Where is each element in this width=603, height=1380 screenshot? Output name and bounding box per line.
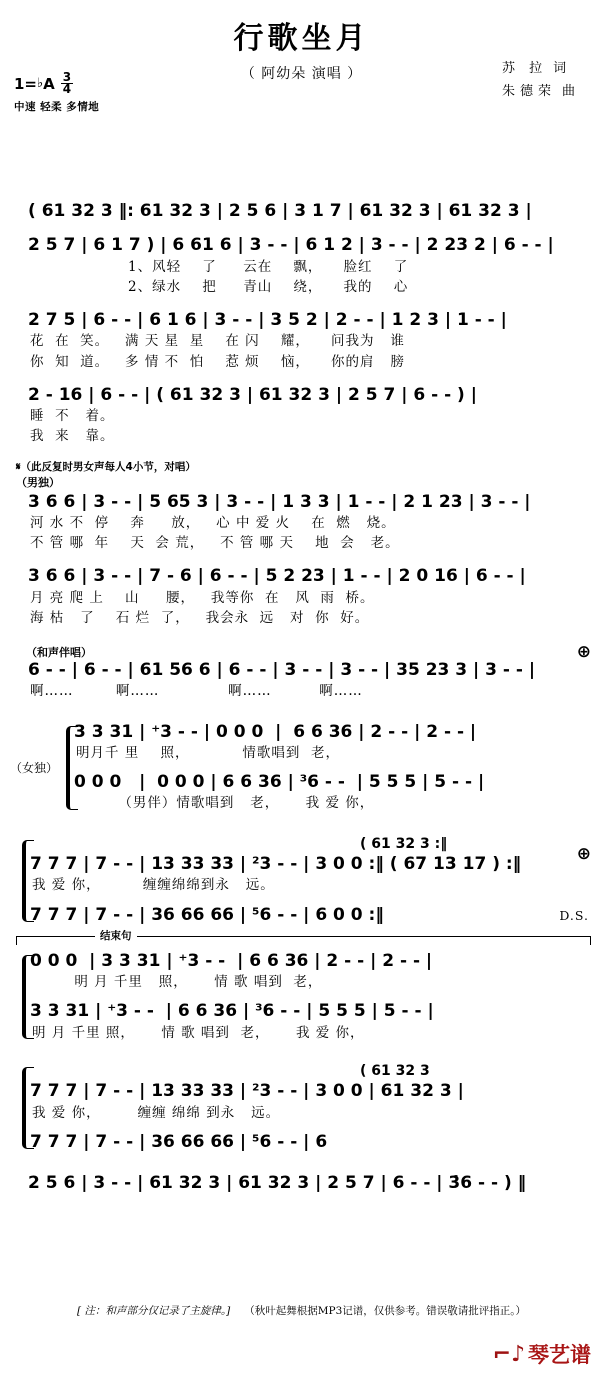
tempo-marking: 中速 轻柔 多情地 — [14, 100, 100, 113]
composer-role: 曲 — [561, 83, 575, 99]
composer-name: 朱德荣 — [501, 83, 556, 99]
lyric-duet3-lower: 明 月 千里 照， 情 歌 唱到 老， 我 爱 你， — [32, 1024, 365, 1041]
lyric-verse2-a: 2、绿水 把 青山 绕， 我的 心 — [128, 278, 409, 295]
note-line-intro-4: 2 - 16 | 6 - - | ( 61 32 3 | 61 32 3 | 2 5 7 | 6 - - ) | — [28, 384, 477, 405]
page-title: 行歌坐月 — [233, 21, 370, 56]
note-line-intro-3: 2 7 5 | 6 - - | 6 1 6 | 3 - - | 3 5 2 | 2 - - | 1 2 3 | 1 - - | — [28, 310, 507, 330]
system-male-solo — [0, 492, 603, 629]
repeat-overlay-duet4: ( 61 32 3 — [360, 1062, 430, 1079]
note-line-duet4-upper: 7 7 7 | 7 - - | 13 33 33 | ²3 - - | 3 0 0 | 61 32 3 | — [30, 1081, 464, 1102]
note-line-intro-2: 2 5 7 | 6 1 7 ) | 6 61 6 | 3 - - | 6 1 2 | 3 - - | 2 23 2 | 6 - - | — [28, 235, 554, 256]
ds-al-segno-mark: D.S. — [559, 907, 589, 923]
lyric-verse1-b: 花 在 笑。 满 天 星 星 在 闪 耀， 问我为 谁 — [30, 333, 405, 350]
system-duet-2 — [0, 836, 603, 926]
lyric-verseB-1a: 河 水 不 停 奔 放， 心 中 爱 火 在 燃 烧。 — [30, 514, 396, 531]
system-duet-3 — [0, 951, 603, 1043]
meter-numerator: 3 — [62, 70, 72, 84]
duet-3-body — [30, 951, 603, 1043]
coda-icon: ⊕ — [576, 642, 591, 662]
repeat-overlay-duet2: ( 61 32 3 :‖ — [360, 835, 448, 852]
note-line-duet3-upper: 0 0 0 | 3 3 31 | ⁺3 - - | 6 6 36 | 2 - - | 2 - - | — [30, 950, 433, 971]
system-harmony — [0, 644, 603, 702]
time-signature — [61, 72, 73, 96]
system-duet-4 — [0, 1063, 603, 1153]
footer-note-1: [ 注：和声部分仅记录了主旋律。] — [76, 1305, 231, 1317]
key-letter: A — [43, 74, 55, 93]
brace-icon — [16, 836, 30, 926]
logo-wordmark: 琴艺谱 — [528, 1342, 591, 1367]
footer-notes — [0, 1303, 603, 1318]
lyric-verse2-b: 你 知 道。 多 情 不 怕 惹 烦 恼， 你的肩 膀 — [30, 353, 405, 370]
lyricist-role: 词 — [553, 61, 567, 76]
duet-4-body — [30, 1063, 603, 1153]
key-tempo-block — [14, 72, 99, 114]
lyric-verse2-c: 我 来 靠。 — [30, 428, 115, 445]
system-duet-1 — [0, 722, 603, 814]
lyric-duet1-lower: （男伴）情歌唱到 老， 我 爱 你， — [76, 795, 375, 812]
lyric-duet3-upper: 明 月 千里 照， 情 歌 唱到 老， — [32, 974, 323, 990]
lyric-verse1-c: 睡 不 着。 — [30, 408, 115, 424]
flat-icon: ♭ — [37, 76, 44, 92]
key-signature — [14, 72, 99, 96]
footer-note-2: （秋叶起舞根据MP3记谱，仅供参考。错误敬请批评指正。） — [244, 1305, 527, 1317]
female-solo-label: （女独） — [10, 761, 59, 775]
lyric-duet1-upper: 明月千 里 照， 情歌唱到 老， — [76, 744, 340, 761]
lyric-verse1-a: 1、风轻 了 云在 飘， 脸红 了 — [128, 258, 409, 275]
lyricist-name: 苏 拉 — [501, 61, 548, 76]
brace-icon — [16, 951, 30, 1043]
key-label: 1= — [14, 74, 38, 93]
site-logo[interactable] — [493, 1344, 591, 1366]
brace-icon — [16, 1063, 30, 1153]
ending-phrase-label: 结束句 — [95, 928, 137, 943]
note-line-duet1-upper: 3 3 31 | ⁺3 - - | 0 0 0 | 6 6 36 | 2 - - | 2 - - | — [74, 721, 477, 742]
system-final — [0, 1173, 603, 1194]
note-line-verseB-1: 3 6 6 | 3 - - | 5 65 3 | 3 - - | 1 3 3 | 1 - - | 2 1 23 | 3 - - | — [28, 491, 531, 512]
lyric-harmony: 啊…… 啊…… 啊…… 啊…… — [30, 683, 363, 700]
lyric-duet2-upper: 我 爱 你， 缠缠绵绵到永 远。 — [32, 877, 275, 894]
coda-icon: ⊕ — [576, 843, 591, 864]
lyric-verseB-1b: 不 管 哪 年 天 会 荒， 不 管 哪 天 地 会 老。 — [30, 535, 400, 551]
performer-credit: （ 阿幼朵 演唱 ） — [240, 66, 363, 82]
note-line-harmony: 6 - - | 6 - - | 61 56 6 | 6 - - | 3 - - | 3 - - | 35 23 3 | 3 - - | — [28, 660, 536, 680]
note-line-duet4-lower: 7 7 7 | 7 - - | 36 66 66 | ⁵6 - - | 6 — [30, 1131, 328, 1152]
duet-1-body — [74, 722, 603, 814]
note-line-duet2-upper: 7 7 7 | 7 - - | 13 33 33 | ²3 - - | 3 0 0 :‖ ( 67 13 17 ) :‖ — [30, 854, 522, 874]
note-line-duet1-lower: 0 0 0 | 0 0 0 | 6 6 36 | ³6 - - | 5 5 5 | 5 - - | — [74, 772, 485, 792]
lyricist-credit — [502, 58, 575, 81]
composer-credit — [502, 81, 575, 104]
lyric-duet4-upper: 我 爱 你， 缠缠 绵绵 到永 远。 — [32, 1104, 281, 1121]
note-line-intro-1: ( 61 32 3 ‖: 61 32 3 | 2 5 6 | 3 1 7 | 61 32 3 | 61 32 3 | — [28, 201, 532, 221]
meter-denominator: 4 — [62, 82, 72, 97]
lyric-verseB-2b: 海 枯 了 石 烂 了， 我会永 远 对 你 好。 — [30, 609, 370, 626]
logo-mark-icon: ⌐♪ — [492, 1342, 525, 1367]
ending-phrase-bracket — [16, 929, 591, 945]
note-line-duet3-lower: 3 3 31 | ⁺3 - - | 6 6 36 | ³6 - - | 5 5 5 | 5 - - | — [30, 1001, 434, 1022]
brace-icon — [60, 722, 74, 814]
note-line-duet2-lower: 7 7 7 | 7 - - | 36 66 66 | ⁵6 - - | 6 0 0 :‖ — [30, 904, 384, 925]
note-line-final: 2 5 6 | 3 - - | 61 32 3 | 61 32 3 | 2 5 7 | 6 - - | 3̇6 - - ) ‖ — [28, 1173, 527, 1193]
harmony-label: （和声伴唱） — [26, 646, 92, 659]
duet-2-body — [30, 836, 603, 926]
credits-block — [502, 58, 575, 104]
male-solo-label: （男独） — [16, 475, 60, 489]
segno-block — [0, 459, 603, 490]
segno-note: 𝄋（此反复时男女声每人4小节，对唱） — [16, 460, 196, 473]
lyric-verseB-2a: 月 亮 爬 上 山 腰， 我等你 在 风 雨 桥。 — [30, 589, 375, 606]
note-line-verseB-2: 3 6 6 | 3 - - | 7 - 6 | 6 - - | 5 2 23 | 1 - - | 2 0 16 | 6 - - | — [28, 566, 526, 587]
system-intro — [0, 201, 603, 447]
